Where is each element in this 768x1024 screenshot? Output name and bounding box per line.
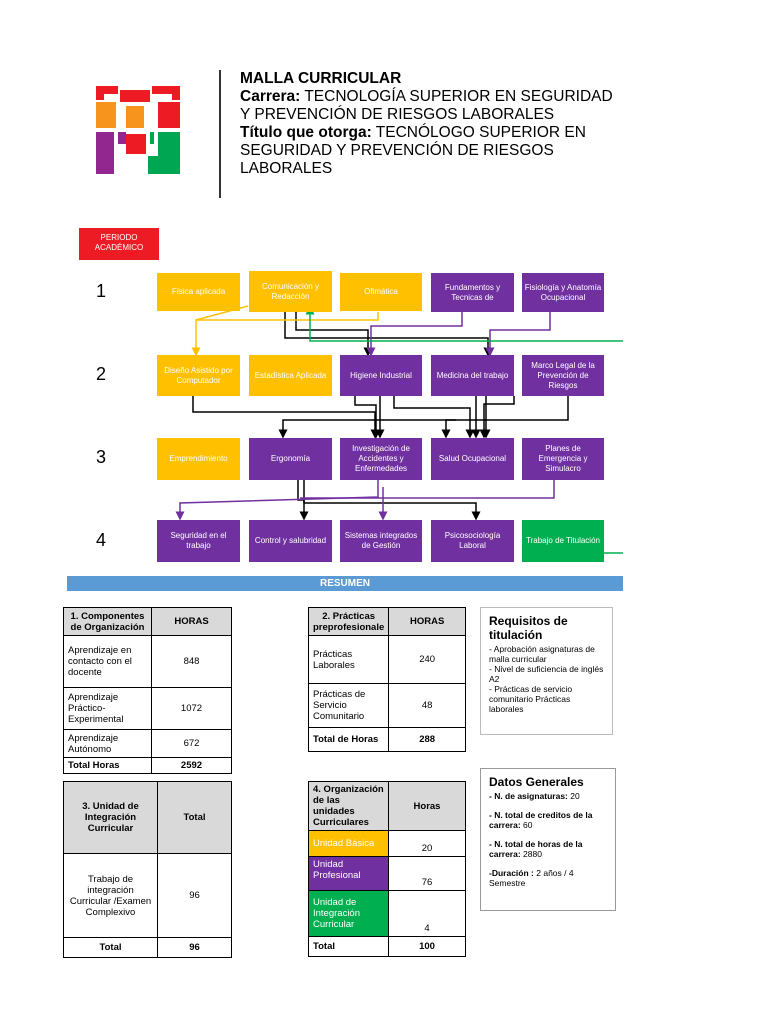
datos-title: Datos Generales	[489, 775, 584, 789]
table-cell: Aprendizaje en contacto con el docente	[64, 636, 152, 688]
unidad-integracion-cell: Unidad de Integración Curricular	[309, 891, 389, 937]
subject-investigacion-accidentes: Investigación de Accidentes y Enfermedades	[340, 438, 422, 480]
table-header: 3. Unidad de Integración Curricular	[64, 782, 158, 854]
subject-comunicacion-redaccion: Comunicación y Redacción	[249, 271, 332, 312]
subject-trabajo-titulacion: Trabajo de Titulación	[522, 520, 604, 562]
resumen-bar: RESUMEN	[67, 576, 623, 591]
subject-estadistica-aplicada: Estadística Aplicada	[249, 355, 332, 396]
table-cell: 1072	[152, 688, 232, 730]
creditos-value: 60	[523, 820, 533, 830]
table-total-label: Total de Horas	[309, 728, 389, 752]
requisitos-box	[480, 607, 613, 735]
creditos-label: - N. total de creditos de la carrera:	[489, 810, 593, 830]
requisito-item: - Nivel de suficiencia de inglés A2	[489, 664, 604, 684]
table-cell: 48	[389, 684, 466, 728]
subject-marco-legal: Marco Legal de la Prevención de Riesgos	[522, 355, 604, 396]
requisitos-title: Requisitos de titulación	[489, 614, 568, 642]
subject-sistemas-integrados: Sistemas integrados de Gestión	[340, 520, 422, 562]
table-cell: 96	[158, 854, 232, 938]
table-cell: 20	[389, 831, 466, 857]
table-header: Total	[158, 782, 232, 854]
duracion-label: -Duración :	[489, 868, 534, 878]
datos-generales-box	[480, 768, 616, 911]
horas-label: - N. total de horas de la carrera:	[489, 839, 583, 859]
table-cell: Aprendizaje Práctico-Experimental	[64, 688, 152, 730]
subject-fisica-aplicada: Física aplicada	[157, 273, 240, 311]
table-componentes	[63, 607, 232, 774]
subject-control-salubridad: Control y salubridad	[249, 520, 332, 562]
table-header: 2. Prácticas preprofesionale	[309, 608, 389, 636]
subject-fundamentos-tecnicas: Fundamentos y Tecnicas de	[431, 273, 514, 312]
titulo-value: TECNÓLOGO SUPERIOR EN SEGURIDAD Y PREVENCIÓN DE RIESGOS LABORALES	[240, 124, 586, 177]
carrera-value: TECNOLOGÍA SUPERIOR EN SEGURIDAD Y PREVENCIÓN DE RIESGOS LABORALES	[240, 88, 613, 123]
table-cell: Trabajo de integración Curricular /Examen Complexivo	[64, 854, 158, 938]
period-number: 2	[96, 364, 107, 384]
table-cell: Aprendizaje Autónomo	[64, 730, 152, 758]
table-total-label: Total	[64, 938, 158, 958]
period-number: 1	[96, 281, 107, 301]
asignaturas-label: - N. de asignaturas:	[489, 791, 568, 801]
requisito-item: - Aprobación asignaturas de malla curricular	[489, 644, 595, 664]
periodo-academico-badge: PERIODO ACADÉMICO	[79, 228, 159, 260]
page-title: MALLA CURRICULAR	[240, 70, 402, 87]
subject-planes-emergencia: Planes de Emergencia y Simulacro	[522, 438, 604, 480]
period-number: 3	[96, 447, 107, 467]
table-organizacion-unidades	[308, 781, 466, 957]
table-cell: 76	[389, 857, 466, 891]
requisito-item: - Prácticas de servicio comunitario Prácticas laborales	[489, 684, 573, 714]
table-total-label: Total Horas	[64, 758, 152, 774]
table-header: HORAS	[152, 608, 232, 636]
subject-psicosociologia: Psicosociología Laboral	[431, 520, 514, 562]
table-total-value: 2592	[152, 758, 232, 774]
table-cell: Prácticas de Servicio Comunitario	[309, 684, 389, 728]
subject-diseno-asistido: Diseño Asistido por Computador	[157, 355, 240, 396]
asignaturas-value: 20	[570, 791, 580, 801]
table-header: 4. Organización de las unidades Curriculares	[309, 782, 389, 831]
table-practicas	[308, 607, 466, 752]
table-cell: Prácticas Laborales	[309, 636, 389, 684]
table-total-value: 288	[389, 728, 466, 752]
unidad-profesional-cell: Unidad Profesional	[309, 857, 389, 891]
subject-ergonomia: Ergonomía	[249, 438, 332, 480]
subject-seguridad-trabajo: Seguridad en el trabajo	[157, 520, 240, 562]
table-total-label: Total	[309, 937, 389, 957]
subject-higiene-industrial: Higiene Industrial	[340, 355, 422, 396]
horas-value: 2880	[523, 849, 542, 859]
titulo-label: Título que otorga:	[240, 124, 372, 141]
subject-emprendimiento: Emprendimiento	[157, 438, 240, 480]
table-unidad-integracion	[63, 781, 232, 958]
subject-medicina-trabajo: Medicina del trabajo	[431, 355, 514, 396]
unidad-basica-cell: Unidad Básica	[309, 831, 389, 857]
table-total-value: 96	[158, 938, 232, 958]
period-number: 4	[96, 530, 107, 550]
subject-fisiologia-anatomia: Fisiología y Anatomía Ocupacional	[522, 273, 604, 312]
duracion-value: 2 años / 4 Semestre	[489, 868, 574, 888]
subject-salud-ocupacional: Salud Ocupacional	[431, 438, 514, 480]
table-cell: 848	[152, 636, 232, 688]
table-header: HORAS	[389, 608, 466, 636]
table-cell: 672	[152, 730, 232, 758]
table-header: Horas	[389, 782, 466, 831]
carrera-label: Carrera:	[240, 88, 301, 105]
table-cell: 240	[389, 636, 466, 684]
table-header: 1. Componentes de Organización	[64, 608, 152, 636]
table-total-value: 100	[389, 937, 466, 957]
subject-ofimatica: Ofimática	[340, 273, 422, 311]
table-cell: 4	[389, 891, 466, 937]
